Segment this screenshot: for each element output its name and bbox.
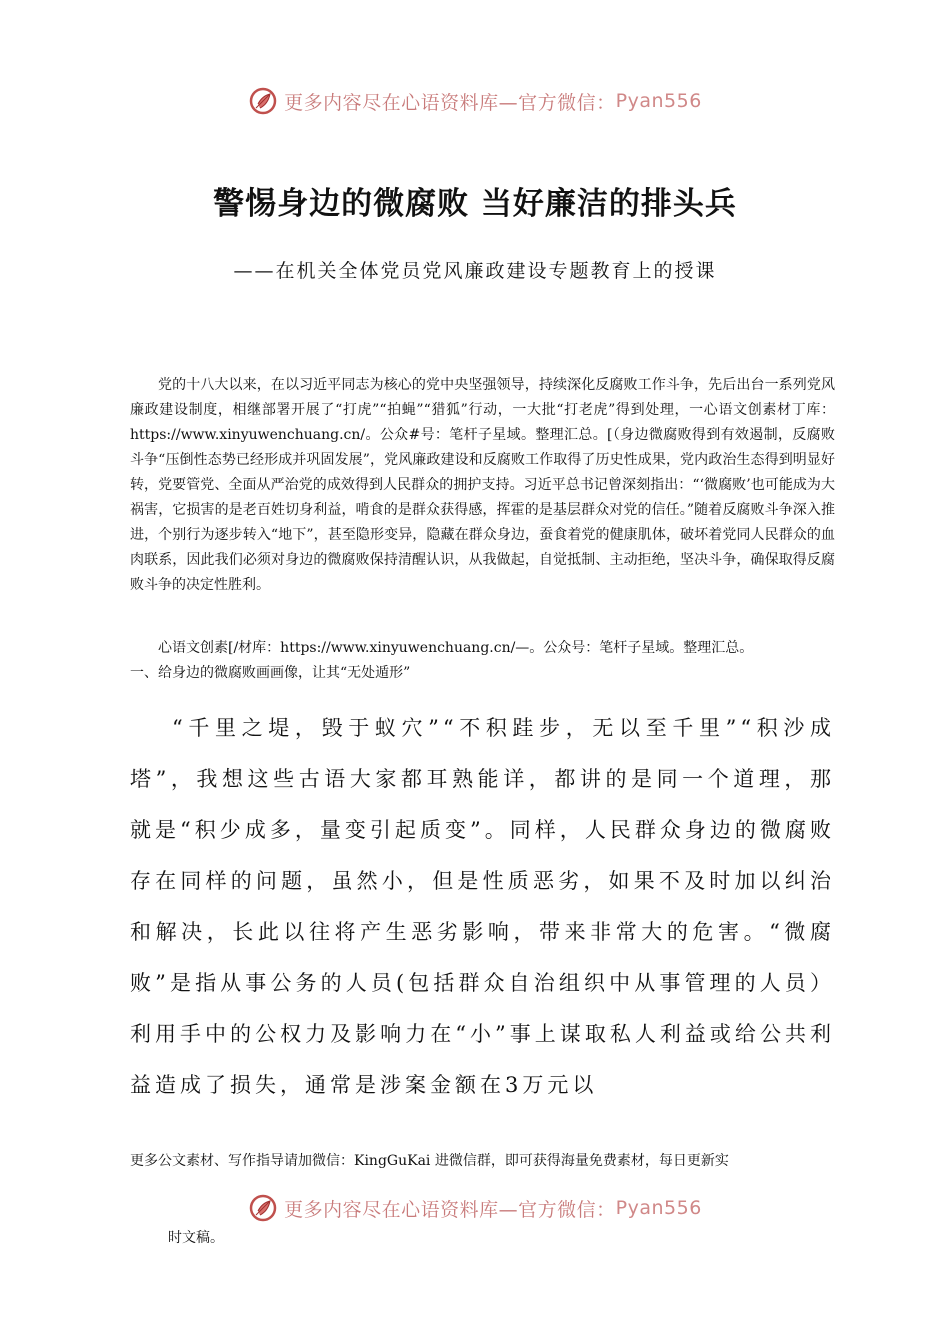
footer-tail: 时文稿。: [168, 1230, 224, 1246]
document-title: 警惕身边的微腐败 当好廉洁的排头兵: [213, 186, 737, 222]
watermark-top: [0, 86, 950, 116]
feather-pen-logo-icon: [248, 86, 278, 116]
watermark-bottom: [0, 1193, 950, 1223]
watermark-wechat-id: Pyan556: [615, 90, 702, 112]
watermark-text: 更多内容尽在心语资料库—官方微信：: [284, 1198, 616, 1221]
source-line: 心语文创素[/材库：https://www.xinyuwenchuang.cn/—。公众号：笔杆子星域。整理汇总。: [158, 640, 754, 656]
body-paragraph: “千里之堤，毁于蚁穴”“不积跬步，无以至千里”“积沙成塔”，我想这些古语大家都耳熟能详，都讲的是同一个道理，那就是“积少成多，量变引起质变”。同样，人民群众身边的微腐败存在同样的问题，虽然小，但是性质恶劣，如果不及时加以纠治和解决，长此以往将产生恶劣影响，带来非常大的危害。“微腐败”是指从事公务的人员(包括群众自治组织中从事管理的人员）利用手中的公权力及影响力在“小”事上谋取私人利益或给公共利益造成了损失，通常是涉案金额在3万元以: [130, 716, 835, 1097]
watermark-text: 更多内容尽在心语资料库—官方微信：: [284, 91, 616, 114]
source-section: [130, 636, 835, 686]
watermark-wechat-id: Pyan556: [615, 1197, 702, 1219]
section-heading: 一、给身边的微腐败画画像，让其“无处遁形”: [130, 665, 411, 681]
document-subtitle: ——在机关全体党员党风廉政建设专题教育上的授课: [233, 260, 717, 282]
feather-pen-logo-icon: [248, 1193, 278, 1223]
intro-section: [130, 373, 835, 598]
intro-paragraph: 党的十八大以来，在以习近平同志为核心的党中央坚强领导，持续深化反腐败工作斗争，先后出台一系列党风廉政建设制度，相继部署开展了“打虎”“拍蝇”“猎狐”行动，一大批“打老虎”得到处理，一心语文创素材丁库：https://www.xinyuwenchuang.cn/。公众#号：笔杆子星域。整理汇总。[（身边微腐败得到有效遏制，反腐败斗争“压倒性态势已经形成并巩固发展”，党风廉政建设和反腐败工作取得了历史性成果，党内政治生态得到明显好转，党要管党、全面从严治党的成效得到人民群众的拥护支持。习近平总书记曾深刻指出：“‘微腐败’也可能成为大祸害，它损害的是老百姓切身利益，啃食的是群众获得感，挥霍的是基层群众对党的信任。”随着反腐败斗争深入推进，个别行为逐步转入“地下”，甚至隐形变异，隐藏在群众身边，蚕食着党的健康肌体，破坏着党同人民群众的血肉联系，因此我们必须对身边的微腐败保持清醒认识，从我做起，自觉抵制、主动拒绝，坚决斗争，确保取得反腐败斗争的决定性胜利。: [130, 377, 835, 593]
footer-note: 更多公文素材、写作指导请加微信：KingGuKai 进微信群，即可获得海量免费素材，每日更新实: [130, 1153, 729, 1169]
